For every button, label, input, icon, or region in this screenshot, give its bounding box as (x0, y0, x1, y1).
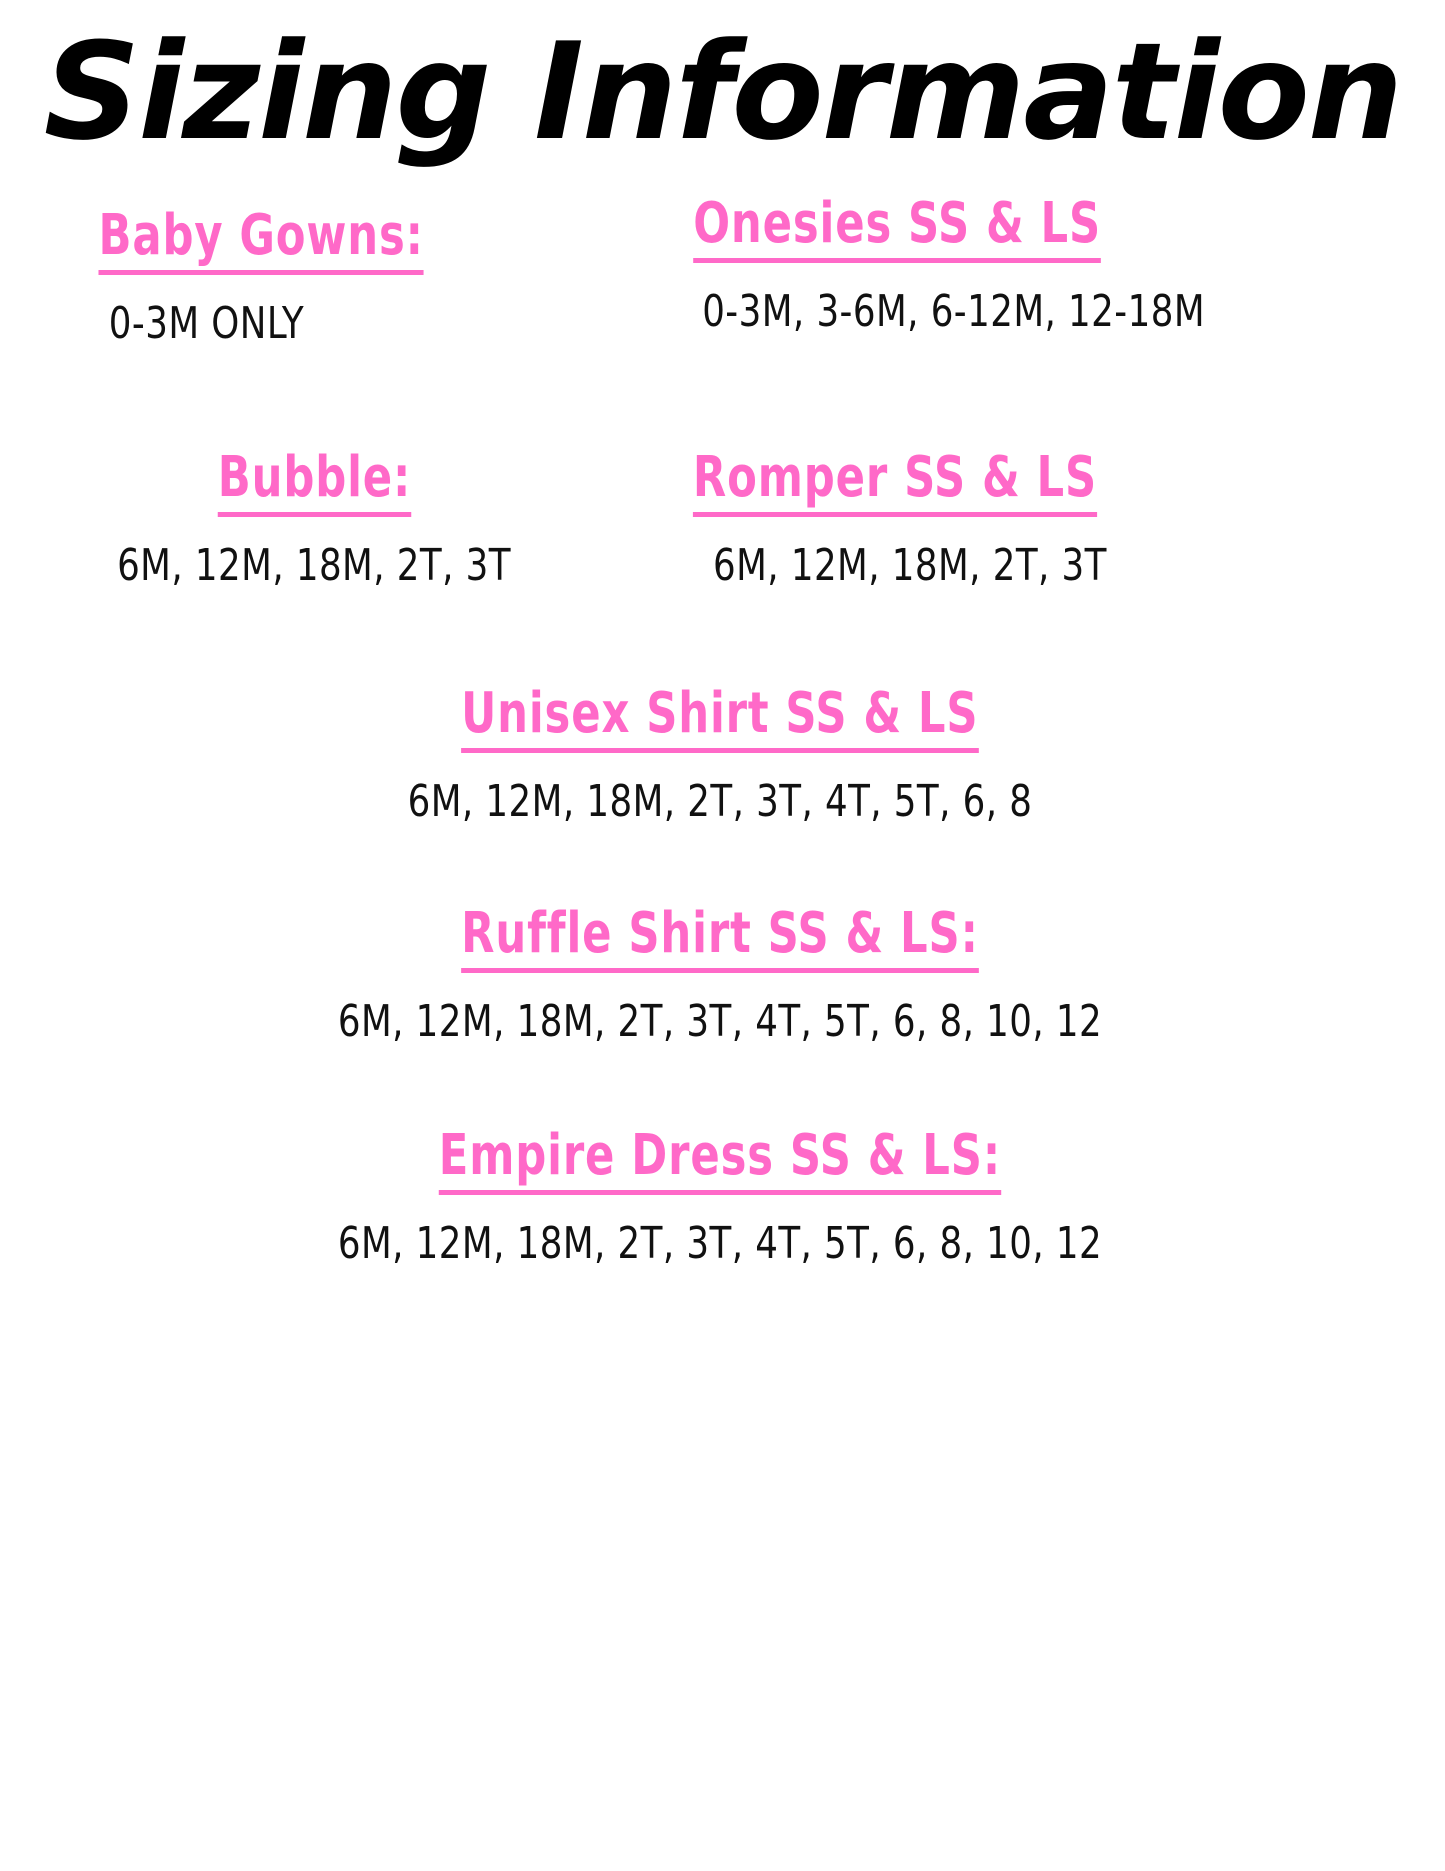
page-title: Sizing Information (43, 14, 1402, 170)
section-heading-bubble: Bubble: (217, 450, 410, 517)
section-onesies (660, 191, 1360, 337)
section-sizes-onesies: 0-3M, 3-6M, 6-12M, 12-18M (702, 286, 1206, 337)
section-unisex-shirt (260, 681, 1180, 827)
section-heading-ruffle-shirt: Ruffle Shirt SS & LS: (461, 906, 979, 973)
section-baby-gowns (72, 203, 592, 349)
section-romper (660, 445, 1360, 591)
section-sizes-empire-dress: 6M, 12M, 18M, 2T, 3T, 4T, 5T, 6, 8, 10, 12 (337, 1218, 1103, 1269)
section-heading-baby-gowns: Baby Gowns: (98, 208, 423, 275)
section-empire-dress (260, 1123, 1180, 1269)
section-sizes-bubble: 6M, 12M, 18M, 2T, 3T (117, 540, 511, 591)
section-bubble (54, 445, 574, 591)
section-sizes-romper: 6M, 12M, 18M, 2T, 3T (713, 540, 1107, 591)
section-ruffle-shirt (260, 901, 1180, 1047)
section-heading-romper: Romper SS & LS (693, 450, 1097, 517)
section-heading-unisex-shirt: Unisex Shirt SS & LS (461, 686, 978, 753)
section-heading-empire-dress: Empire Dress SS & LS: (439, 1128, 1001, 1195)
section-sizes-baby-gowns: 0-3M ONLY (108, 298, 305, 349)
section-heading-onesies: Onesies SS & LS (693, 196, 1101, 263)
section-sizes-ruffle-shirt: 6M, 12M, 18M, 2T, 3T, 4T, 5T, 6, 8, 10, 12 (337, 996, 1103, 1047)
section-sizes-unisex-shirt: 6M, 12M, 18M, 2T, 3T, 4T, 5T, 6, 8 (407, 776, 1033, 827)
